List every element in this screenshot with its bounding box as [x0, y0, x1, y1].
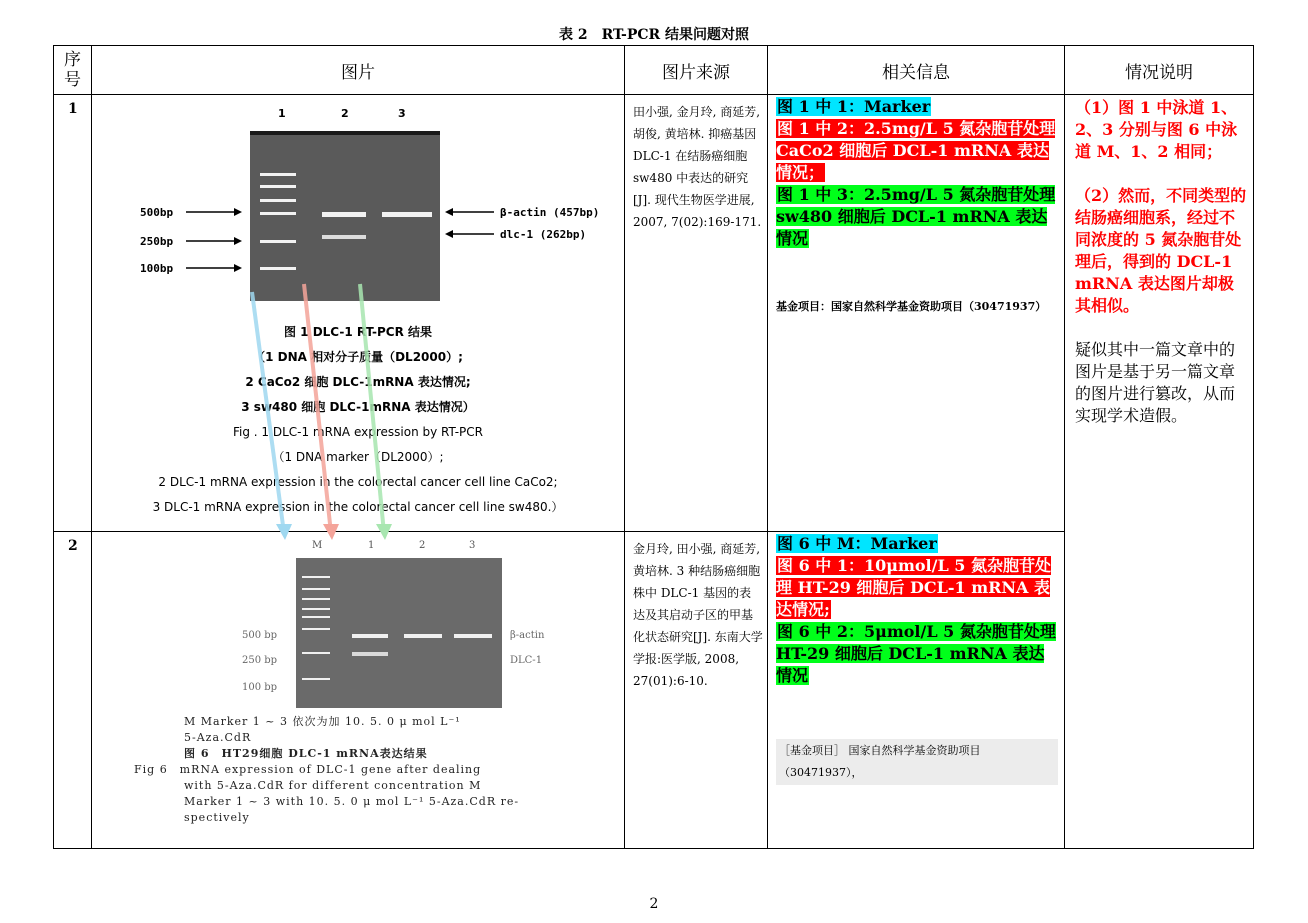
header-idx: 序号 — [54, 46, 92, 95]
info-highlight-lane1: 图 6 中 1：10μmol/L 5 氮杂胞苷处理 HT-29 细胞后 DCL-1 mRNA 表达情况; — [776, 556, 1052, 619]
caption-line: Fig 6 mRNA expression of DLC-1 gene after dealing — [134, 763, 482, 776]
gel-image-1 — [92, 95, 625, 320]
image-cell — [92, 532, 625, 849]
caption-line: M Marker 1 ~ 3 依次为加 10. 5. 0 μ mol L⁻¹ — [184, 715, 461, 728]
caption-line: 3 sw480 细胞 DLC-1mRNA 表达情况） — [241, 400, 475, 414]
table-row — [54, 95, 1254, 532]
band-label: DLC-1 — [510, 655, 543, 666]
note-cell — [1065, 95, 1254, 849]
marker-label: 100bp — [140, 262, 174, 275]
caption-line: （1 DNA marker（DL2000）; — [272, 450, 444, 464]
note-point-1: （1）图 1 中泳道 1、2、3 分别与图 6 中泳道 M、1、2 相同； — [1075, 98, 1238, 161]
fund-text: 基金项目：国家自然科学基金资助项目（30471937） — [776, 300, 1047, 313]
marker-label: 250 bp — [242, 655, 278, 666]
info-highlight-lane2: 图 6 中 2：5μmol/L 5 氮杂胞苷处理 HT-29 细胞后 DCL-1 mRNA 表达情况 — [776, 622, 1056, 685]
image-cell — [92, 95, 625, 532]
marker-label: 100 bp — [242, 682, 278, 693]
marker-label: 250bp — [140, 235, 174, 248]
note-conclusion: 疑似其中一篇文章中的图片是基于另一篇文章的图片进行篡改，从而实现学术造假。 — [1075, 340, 1236, 425]
info-cell — [768, 95, 1065, 532]
figure-1-caption — [92, 320, 624, 520]
info-highlight-lane3: 图 1 中 3：2.5mg/L 5 氮杂胞苷处理 sw480 细胞后 DCL-1 mRNA 表达情况 — [776, 185, 1056, 248]
info-cell — [768, 532, 1065, 849]
lane-label: 3 — [398, 107, 406, 120]
header-image: 图片 — [92, 46, 625, 95]
row-index: 1 — [54, 95, 92, 532]
gel-image-2 — [92, 532, 625, 714]
info-highlight-marker: 图 1 中 1：Marker — [777, 97, 931, 116]
caption-line: 图 1 DLC-1 RT-PCR 结果 — [283, 325, 433, 339]
figure-6-caption — [92, 714, 624, 826]
caption-line: （1 DNA 相对分子质量（DL2000）; — [253, 350, 463, 364]
marker-label: 500 bp — [242, 630, 278, 641]
band-label: dlc-1 (262bp) — [500, 228, 587, 241]
comparison-table — [53, 45, 1254, 849]
band-label: β-actin (457bp) — [500, 206, 600, 219]
caption-line: 3 DLC-1 mRNA expression in the colorectal cancer cell line sw480.） — [152, 500, 564, 514]
header-source: 图片来源 — [625, 46, 768, 95]
note-point-2: （2）然而，不同类型的结肠癌细胞系，经过不同浓度的 5 氮杂胞苷处理后，得到的 DCL-1 mRNA 表达图片却极其相似。 — [1075, 186, 1247, 315]
header-info: 相关信息 — [768, 46, 1065, 95]
table-caption: 表 2 RT-PCR 结果问题对照 — [558, 27, 750, 43]
caption-line: spectively — [184, 811, 250, 824]
info-highlight-lane2: 图 1 中 2：2.5mg/L 5 氮杂胞苷处理 CaCo2 细胞后 DCL-1 mRNA 表达情况； — [776, 119, 1056, 182]
source-cell: 田小强, 金月玲, 商延芳, 胡俊, 黄培林. 抑癌基因 DLC-1 在结肠癌细胞 sw480 中表达的研究[J]. 现代生物医学进展, 2007, 7(02):169-171. — [625, 95, 768, 532]
caption-line: Fig . 1 DLC-1 mRNA expression by RT-PCR — [232, 425, 484, 439]
row-index: 2 — [54, 532, 92, 849]
page-number: 2 — [649, 896, 659, 912]
fund-text: ［基金项目］ 国家自然科学基金资助项目（30471937）， — [776, 739, 1058, 785]
lane-label: 2 — [419, 540, 426, 551]
lane-label: 2 — [341, 107, 349, 120]
marker-label: 500bp — [140, 206, 174, 219]
source-cell: 金月玲, 田小强, 商延芳, 黄培林. 3 种结肠癌细胞株中 DLC-1 基因的表达及其启动子区的甲基化状态研究[J]. 东南大学学报:医学版, 2008, 27(01):6-10. — [625, 532, 768, 849]
lane-label: 1 — [278, 107, 286, 120]
header-row — [54, 46, 1254, 95]
header-note: 情况说明 — [1065, 46, 1254, 95]
info-highlight-marker: 图 6 中 M：Marker — [777, 534, 937, 553]
lane-label: 1 — [368, 540, 375, 551]
caption-line: 2 CaCo2 细胞 DLC-1mRNA 表达情况; — [245, 375, 471, 389]
lane-label: 3 — [469, 540, 476, 551]
caption-line: Marker 1 ~ 3 with 10. 5. 0 μ mol L⁻¹ 5-Aza.CdR re- — [184, 795, 520, 808]
caption-line: 图 6 HT29细胞 DLC-1 mRNA表达结果 — [184, 747, 428, 760]
caption-line: 2 DLC-1 mRNA expression in the colorectal cancer cell line CaCo2; — [158, 475, 558, 489]
caption-line: with 5-Aza.CdR for different concentration M — [184, 779, 482, 792]
lane-label: M — [312, 540, 323, 551]
band-label: β-actin — [510, 630, 545, 641]
caption-line: 5-Aza.CdR — [184, 731, 252, 744]
